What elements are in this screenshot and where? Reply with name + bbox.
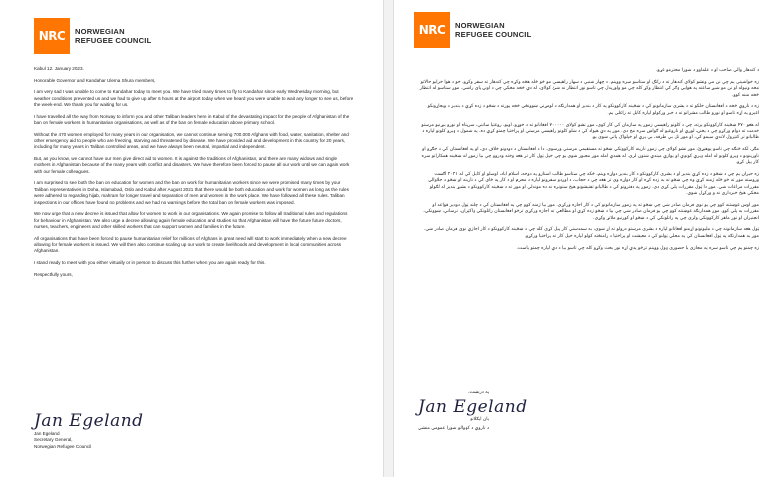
nrc-logo-mark: NRC xyxy=(414,12,450,48)
letter-paragraph: له هغو ۴۷۰ ښځینه کارکوونکو پرته، چې د کلونو راهیسې زموږ په سازمان کې کار کوي، موږ نشو کولای ۷۰۰۰۰۰ افغانانو ته د خوړو، اوبو، روغتیا ساتنې، سرپناه او نورو بېړنیو مرستو خدمت ته دوام ورکړو چې د یخنۍ، لوږې او ناروغیو له ګواښ سره مخ دي. موږ په دې هېواد کې د شلو کلونو راهیسې مرستې او پراختیا چمتو کړې ده، په شمول د ډېرو کلونو لپاره د طالبانو تر کنټرول لاندې سیمو کې، او موږ تل بې طرفه، بې پرې او خپلواک پاتې شوي یو. xyxy=(421,122,759,141)
letter-paragraph: زه چمتو یم چې تاسو سره په مجازي یا حضوري ډول ووینم ترڅو پدې اړه نور بحث وکړو کله چې تاسو بیا د دې لپاره چمتو یاست. xyxy=(516,245,759,251)
org-name xyxy=(75,27,151,45)
letter-salutation: Honorable Governor and Kandahar Ulema Shura members, xyxy=(34,77,156,83)
nrc-logo-mark: NRC xyxy=(34,18,70,54)
translated-letter-body xyxy=(419,68,759,257)
org-name-line2: REFUGEE COUNCIL xyxy=(75,36,152,45)
letter-closing: په درنښت، xyxy=(468,390,489,395)
letter-paragraph: I stand ready to meet with you either virtually or in person to discuss this further when you are again ready for this. xyxy=(34,260,266,266)
letter-paragraph: زه خواشینی یم چې نن مې ونشو کولای کندهار ته د راتګ او ستاسو سره ووینم. د چهار شنبې د سهار راهیسې مو څو ځله هڅه وکړه چې کندهار ته سفر وکړو، خو د هوا خرابو حالاتو مخه ونیوله او نن مو شپږ ساعته په هوايي ډګر کې انتظار وکړ کله چې مو واورېدل چې تاسو نور انتظار نه شئ کولای، له دې څخه مخکې چې د اونۍ پای راشي. موږ ستاسو له انتظار څخه مننه کوو. xyxy=(419,79,759,98)
english-signature-block xyxy=(34,410,144,450)
signer-name: Jan Egeland xyxy=(34,431,60,436)
letter-paragraph: ټول هغه سازمانونه چې د ملیونونو اړمنو افغانانو لپاره د بشري مرستو درولو ته اړ شوي، به سمدستي کار پیل کړي کله چې د ښځینه کارکوونکو د کار اجازې نوی فرمان صادر شي. موږ به همدارنګه په ټول افغانستان کې په محلي ټولنو کې د معیشت او پراختیا د رامنځته کولو لپاره خپل کار ته پراختیا ورکړو. xyxy=(423,227,759,239)
signer-title: د ناروې د کډوالو شورا عمومي منشي xyxy=(418,425,489,431)
nrc-logo xyxy=(34,18,151,54)
letter-paragraph: All organisations that have been forced to pause humanitarian relief for millions of Afghans in great need will start to work immediately when a new decree allowing for female workers is issued. We will then also continue scaling up our work to create livelihoods and development in local communities across Afghanistan. xyxy=(34,235,347,254)
letter-paragraph: I am surprised to see both the ban on education for women and the ban on work for humanitarian workers since we were promised many times by your Taliban representatives in Doha, Islamabad, Oslo and Kabul after August 2021 that there would be both education and work for women as long as the rules were adhered to regarding hijab, mahram for longer travel and separation of men and women in the work place. We have followed all these rules. Taliban inspections in our offices have found no problems and we had no warnings before the total ban on female workers was imposed. xyxy=(34,180,349,205)
letter-paragraph: I have travelled all the way from Norway to inform you and other Taliban leaders here in Kabul of the devastating impact for the people of Afghanistan of the ban on female workers in humanitarian organisations, as well as of the ban on female education above primary school. xyxy=(34,113,350,125)
letter-paragraph: زه د ناروې څخه د افغانستان خلکو ته د بشري سازمانونو کې د ښځینه کارکوونکو په کار د بندیز او همدارنګه د لومړني ښوونځي څخه پورته د ښځو د زده کړې د بندیز د ویجاړونکو اغېزو په اړه تاسو او نورو طالب مشرانو ته د خبر ورکولو لپاره کابل ته راغلی یم. xyxy=(427,104,759,116)
letter-date: Kabul 12. January 2023. xyxy=(34,66,84,71)
signer-org: Norwegian Refugee Council xyxy=(34,443,92,449)
english-letter-page xyxy=(0,0,384,477)
org-name-line1: NORWEGIAN xyxy=(75,27,125,36)
handwritten-signature: Jan Egeland xyxy=(418,397,528,418)
nrc-logo xyxy=(414,12,531,48)
letter-paragraph: But, as you know, we cannot have our men give direct aid to women. It is against the traditions of Afghanistan, and there are many widows and single mothers in Afghanistan because of the many years with conflict and disasters. We have therefore been forced to pause all our work until we can again work with our female colleagues. xyxy=(34,156,350,174)
letter-paragraph: We now urge that a new decree is issued that allow for women to work in our organisations. We again promise to follow all traditional rules and regulations for behaviour in Afghanistan. We also urge a decree allowing again female education and studies so that Afghanistan will have the future future doctors, nurses, teachers, engineers and other skilled workers that can support women and families in the future. xyxy=(34,211,348,230)
handwritten-signature: Jan Egeland xyxy=(34,411,144,431)
english-letter-body xyxy=(34,66,354,283)
org-name-line2: REFUGEE COUNCIL xyxy=(455,30,532,39)
org-name xyxy=(455,21,531,39)
letter-paragraph: زه حیران یم چې د ښځو د زده کړې بندیز او د بشري کارکوونکو د کار بندیز دواړه وینم، ځکه چې ستاسو طالب استازو په دوحه، اسلام اباد، اوسلو او کابل کې له ۲۰۲۱ اګست وروسته موږ ته څو ځله ژمنه کړې وه چې ښځو ته به زده کړه او کار دواړه وي تر هغه چې د حجاب، د اوږدو سفرونو لپاره د محرم او د کار په ځای کې د نارینه او ښځو د جلاوالي مقررات مراعات شي. موږ دا ټول مقررات پلي کړي دي. زموږ په دفترونو کې د طالبانو تفتیشونو هېڅ ستونزه نه ده موندلې او موږ ته د ښځینه کارکوونکو د بشپړ بندیز له لګولو مخکې هېڅ خبرداری نه و ورکړل شوی. xyxy=(428,171,759,197)
signer-name: یان ایګلانډ xyxy=(469,417,489,423)
letter-closing: Respectfully yours, xyxy=(34,271,73,277)
translated-signature-block xyxy=(418,390,528,432)
letter-salutation: د کندهار والي صاحب او د علماوو د شورا محترمو غړو، xyxy=(656,68,759,73)
org-name-line1: NORWEGIAN xyxy=(455,21,505,30)
letter-paragraph: I am very sad I was unable to come to Kandahar today to meet you. We have tried many times to fly to Kandahar since early Wednesday morning, but weather conditions prevented us and we had to give up after 6 hours at the airport today when we heard you were unable to wait any longer to see us, before the week-end. We thank you for waiting for us. xyxy=(34,89,354,107)
letter-paragraph: Without the 470 women employed for many years in our organisation, we cannot continue serving 700.000 Afghans with food, water, sanitation, shelter and other emergency aid to people who are freezing, starving and threatened by disease. We have provided aid and development in this country for 20 years, including for many years in Taliban controlled areas, and we have always been neutral, impartial and independent. xyxy=(34,131,349,150)
translated-letter-page xyxy=(393,0,779,477)
letter-paragraph: موږ اوس غوښتنه کوو چې یو نوی فرمان صادر شي چې ښځو ته په زموږ سازمانونو کې د کار اجازه ورکړي. موږ بیا ژمنه کوو چې په افغانستان کې د چلند ټول دودیز قواعد او مقررات به پلي کوو. موږ همدارنګه غوښتنه کوو چې یو فرمان صادر شي چې بیا د ښځو زده کړې او مطالعې ته اجازه ورکړي ترڅو افغانستان راتلونکي ډاکټران، نرسانې، ښوونکي، انجنیران او نور ماهر کارکوونکي ولري چې په راتلونکي کې د ښځو او کورنیو ملاتړ وکړي. xyxy=(423,202,759,221)
letter-paragraph: مګر، لکه څنګه چې تاسو پوهېږئ، موږ نشو کولای چې زموږ نارینه کارکوونکي ښځو ته مستقیمې مرستې ورسوي. دا د افغانستان د دودونو خلاف دی، او په افغانستان کې د جګړو او ناورینونو د ډېرو کلونو له امله ډېرې کونډې او یوازې میندې شتون لري. له همدې امله موږ مجبور شوي یو چې خپل ټول کار تر هغه وخته ودروو چې بیا زموږ له ښځینه همکارانو سره کار پیل کړو. xyxy=(421,147,759,166)
signer-title: Secretary General, xyxy=(34,437,73,443)
